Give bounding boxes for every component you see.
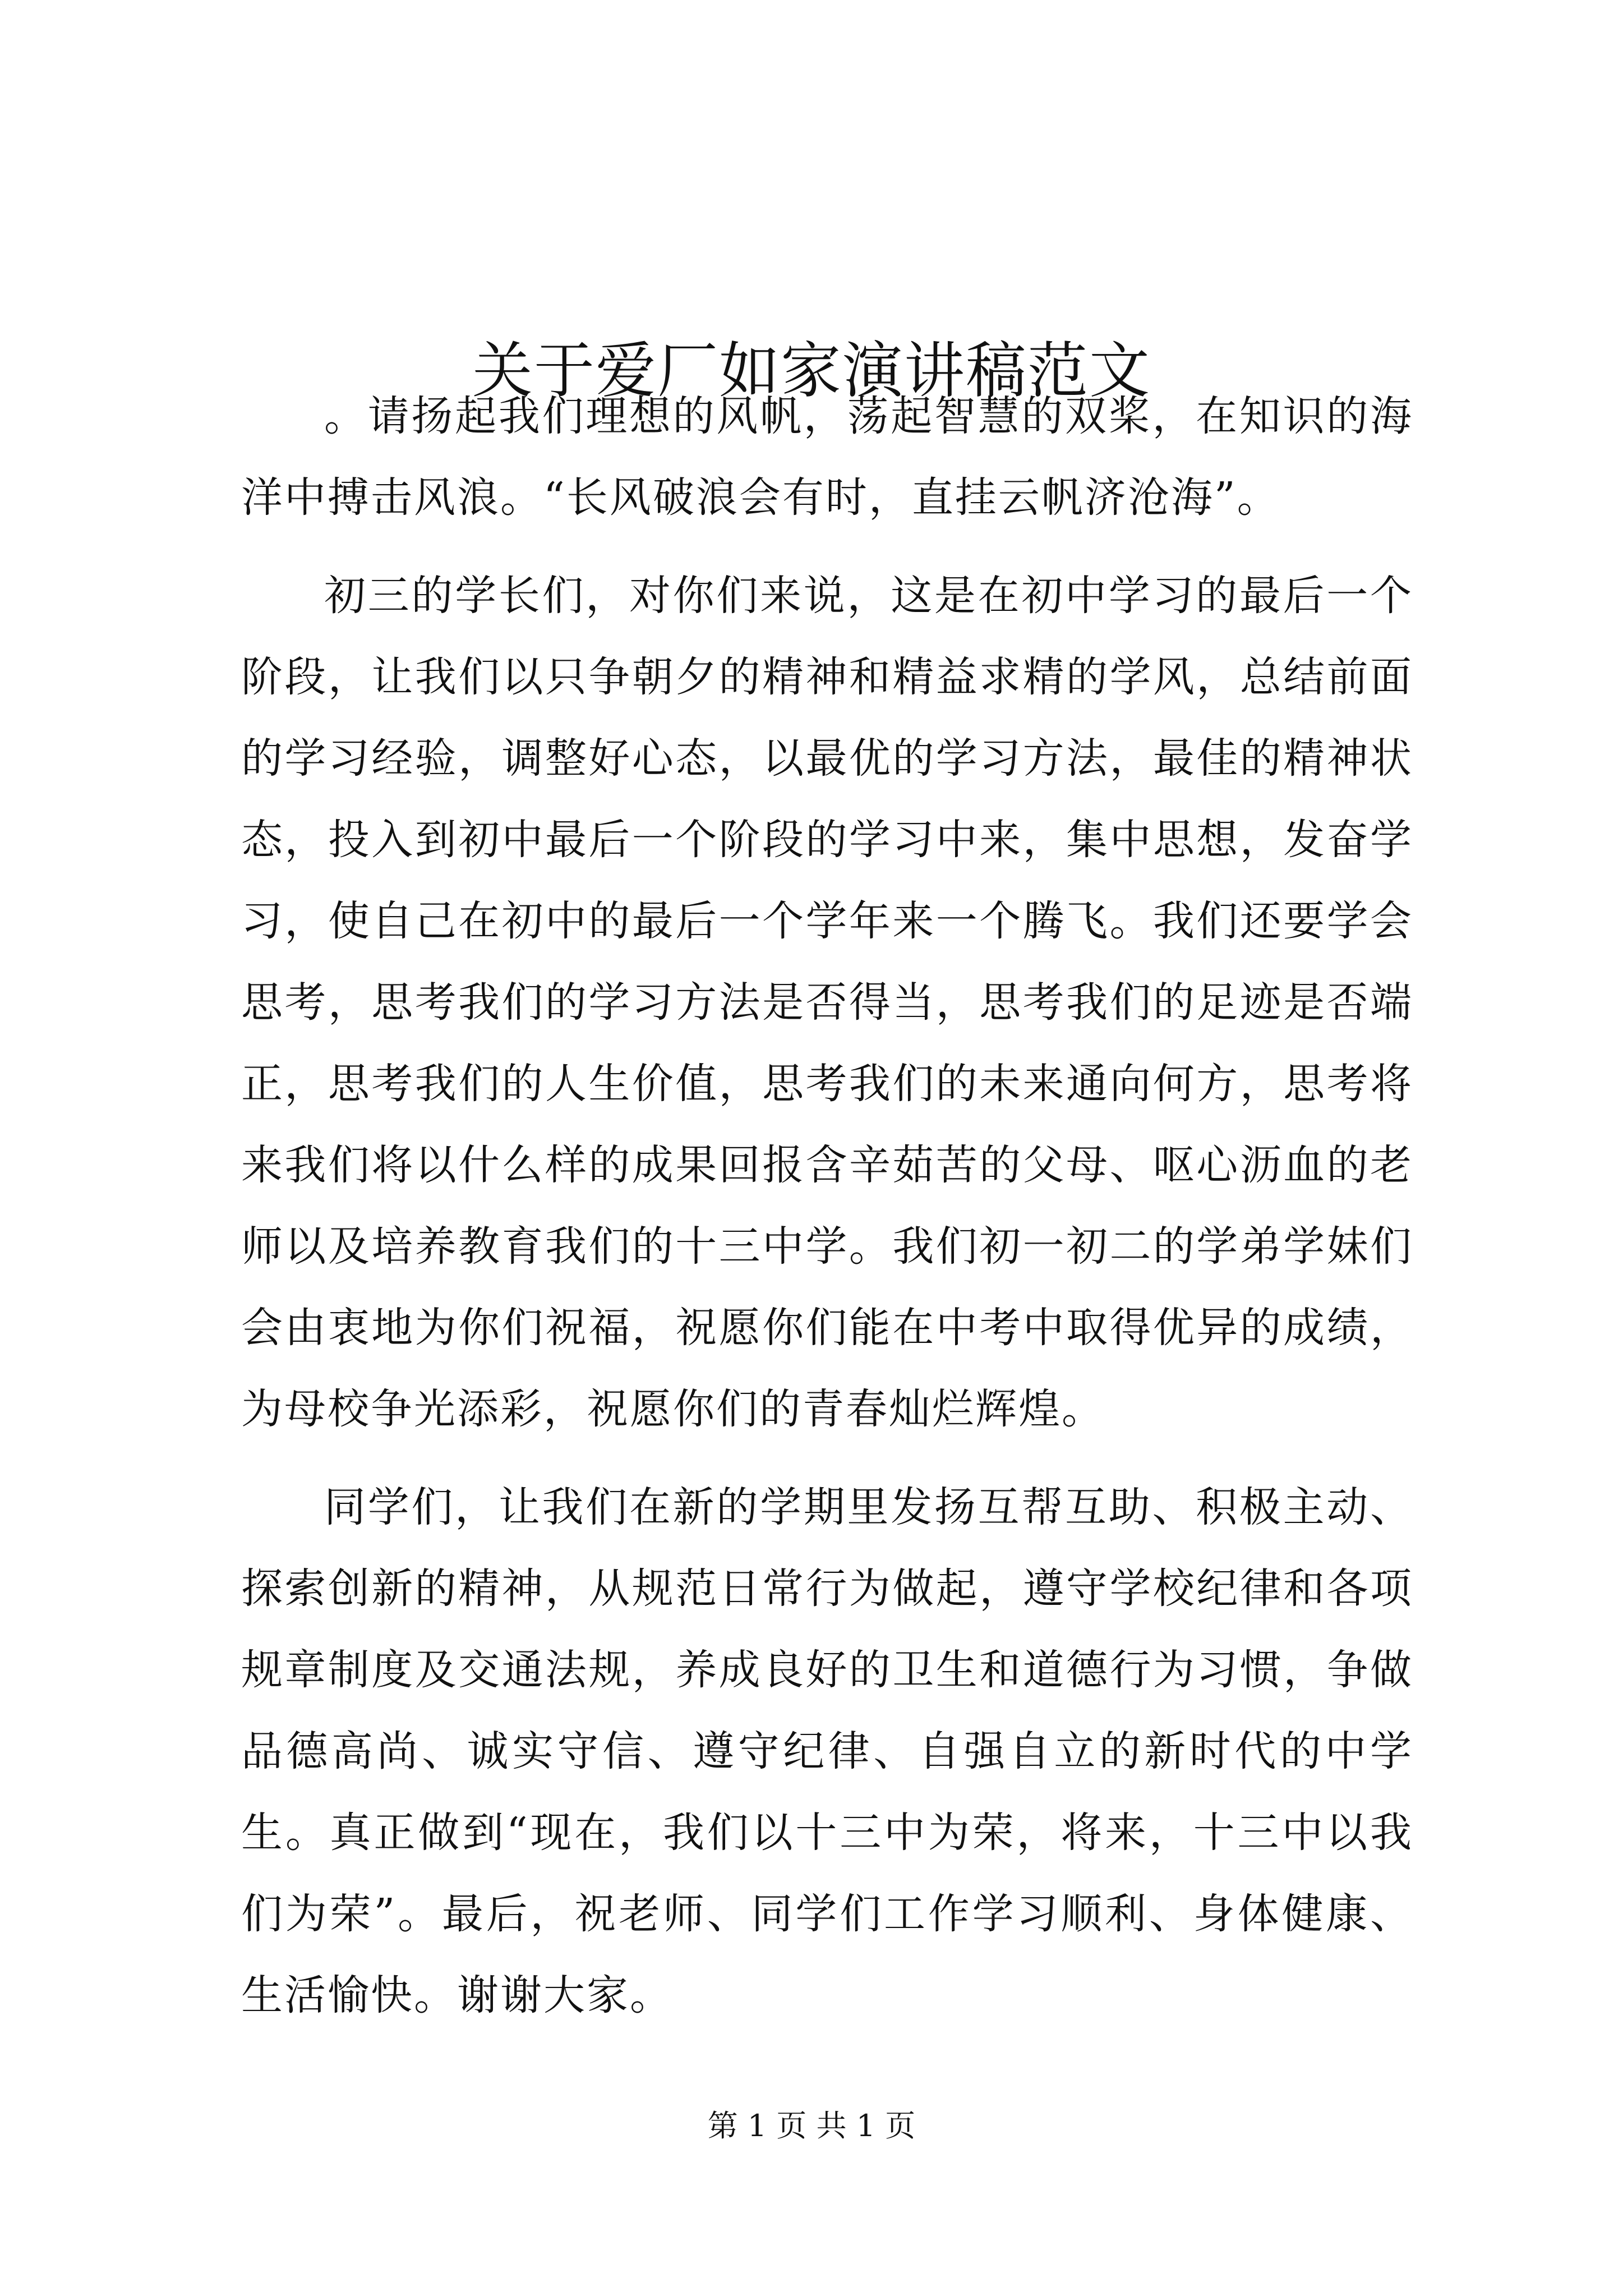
document-title: 关于爱厂如家演讲稿范文 [472,336,1151,407]
paragraph-1: 。请扬起我们理想的风帆，荡起智慧的双桨，在知识的海洋中搏击风浪。“长风破浪会有时，直挂云帆济沧海”。 [241,392,1413,522]
paragraph-3: 同学们，让我们在新的学期里发扬互帮互助、积极主动、探索创新的精神，从规范日常行为做起，遵守学校纪律和各项规章制度及交通法规，养成良好的卫生和道德行为习惯，争做品德高尚、诚实守信、遵守纪律、自强自立的新时代的中学生。真正做到“现在，我们以十三中为荣，将来，十三中以我们为荣”。最后，祝老师、同学们工作学习顺利、身体健康、生活愉快。谢谢大家。 [241,1483,1413,2019]
document-body [241,376,1413,2053]
page-footer: 第 1 页 共 1 页 [707,2108,916,2143]
paragraph-2: 初三的学长们，对你们来说，这是在初中学习的最后一个阶段，让我们以只争朝夕的精神和精益求精的学风，总结前面的学习经验，调整好心态，以最优的学习方法，最佳的精神状态，投入到初中最后一个阶段的学习中来，集中思想，发奋学习，使自己在初中的最后一个学年来一个腾飞。我们还要学会思考，思考我们的学习方法是否得当，思考我们的足迹是否端正，思考我们的人生价值，思考我们的未来通向何方，思考将来我们将以什么样的成果回报含辛茹苦的父母、呕心沥血的老师以及培养教育我们的十三中学。我们初一初二的学弟学妹们会由衷地为你们祝福，祝愿你们能在中考中取得优异的成绩，为母校争光添彩，祝愿你们的青春灿烂辉煌。 [241,572,1413,1433]
